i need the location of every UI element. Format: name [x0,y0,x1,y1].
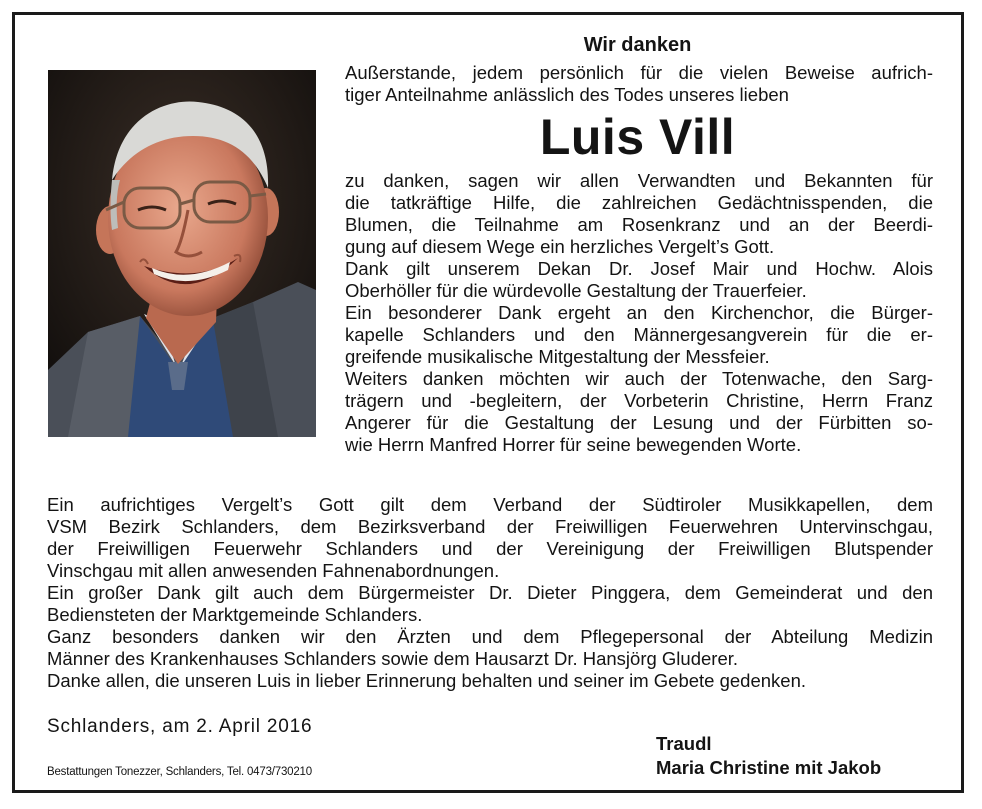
text-line: Oberhöller für die würdevolle Gestaltung der Trauerfeier. [345,280,807,301]
text-line: zu danken, sagen wir allen Verwandten und Bekannten für [345,170,933,191]
paragraph [345,368,933,456]
paragraph [345,302,933,368]
text-line: Angerer für die Gestaltung der Lesung und der Fürbitten so- [345,412,933,433]
bottom-text [47,494,933,692]
heading-title: Wir danken [583,34,692,56]
text-line: Weiters danken möchten wir auch der Totenwache, den Sarg- [345,368,933,389]
text-line: kapelle Schlanders und den Männergesangverein für die er- [345,324,933,345]
deceased-name: Luis Vill [539,109,736,165]
text-line: Blumen, die Teilnahme am Rosenkranz und an der Beerdi- [345,214,933,235]
intro-line: Außerstande, jedem persönlich für die vielen Beweise aufrich- [345,62,933,83]
text-line: Danke allen, die unseren Luis in lieber Erinnerung behalten und seiner im Gebete gedenken. [47,670,807,691]
place-date: Schlanders, am 2. April 2016 [47,716,313,737]
text-line: Ein aufrichtiges Vergelt’s Gott gilt dem Verband der Südtiroler Musikkapellen, dem [47,494,933,515]
funeral-home-credit: Bestattungen Tonezzer, Schlanders, Tel. 0473/730210 [47,766,312,778]
paragraph [47,670,933,692]
text-line: gung auf diesem Wege ein herzliches Vergelt’s Gott. [345,236,775,257]
intro-text [345,62,933,106]
right-column-text [345,170,933,456]
text-line: Ein besonderer Dank ergeht an den Kirchenchor, die Bürger- [345,302,933,323]
text-line: Ein großer Dank gilt auch dem Bürgermeister Dr. Dieter Pinggera, dem Gemeinderat und den [47,582,933,603]
text-line: Ganz besonders danken wir den Ärzten und dem Pflegepersonal der Abteilung Medizin [47,626,933,647]
intro-line: tiger Anteilnahme anlässlich des Todes unseres lieben [345,84,789,105]
text-line: wie Herrn Manfred Horrer für seine bewegenden Worte. [345,434,802,455]
paragraph [345,170,933,258]
signature-line: Traudl [656,733,712,754]
text-line: Vinschgau mit allen anwesenden Fahnenabordnungen. [47,560,500,581]
text-line: Männer des Krankenhauses Schlanders sowie dem Hausarzt Dr. Hansjörg Gluderer. [47,648,739,669]
text-line: die tatkräftige Hilfe, die zahlreichen Gedächtnisspenden, die [345,192,933,213]
signature-line: Maria Christine mit Jakob [656,757,882,778]
portrait-photo [48,70,316,437]
text-line: trägern und -begleitern, der Vorbeterin Christine, Herrn Franz [345,390,933,411]
paragraph [345,258,933,302]
portrait-illustration [48,70,316,437]
paragraph [47,494,933,582]
text-line: Dank gilt unserem Dekan Dr. Josef Mair und Hochw. Alois [345,258,933,279]
text-line: der Freiwilligen Feuerwehr Schlanders und der Vereinigung der Freiwilligen Blutspender [47,538,933,559]
text-line: Bediensteten der Marktgemeinde Schlanders. [47,604,423,625]
text-line: VSM Bezirk Schlanders, dem Bezirksverband der Freiwilligen Feuerwehren Untervinschgau, [47,516,933,537]
paragraph [47,626,933,670]
paragraph [47,582,933,626]
text-line: greifende musikalische Mitgestaltung der Messfeier. [345,346,770,367]
